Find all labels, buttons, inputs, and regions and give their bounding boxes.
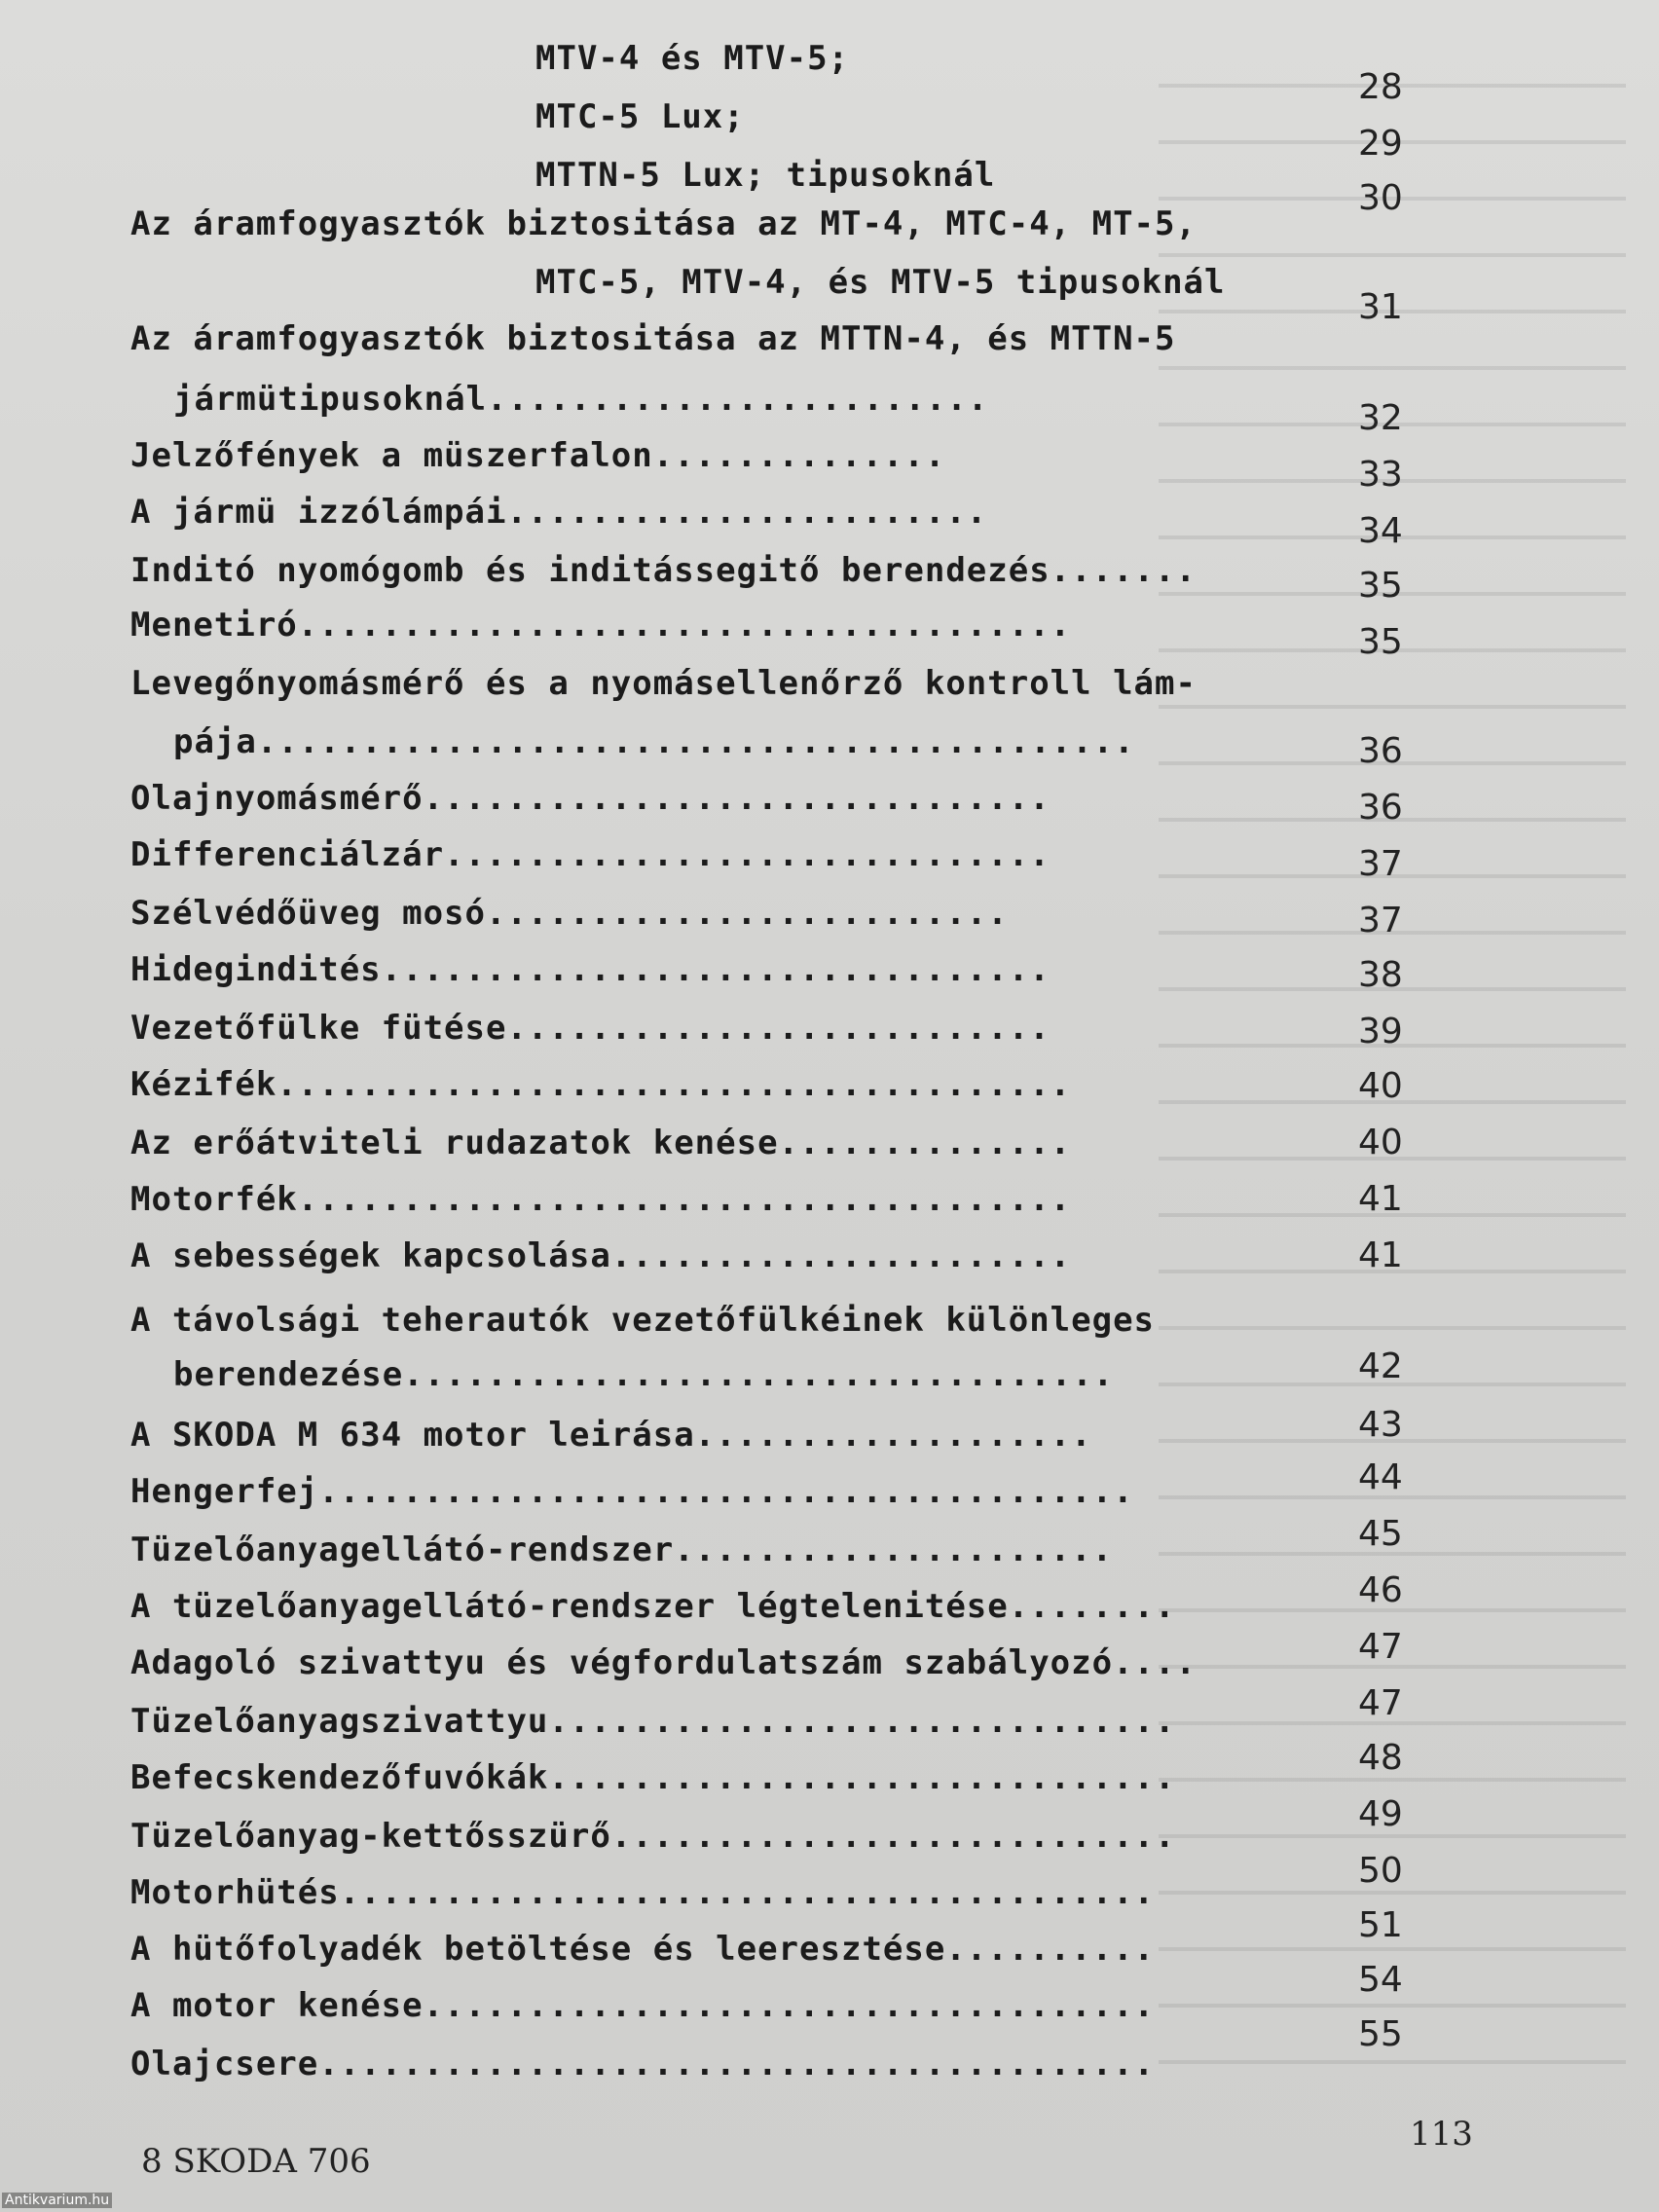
page-number: 51: [1358, 1905, 1403, 1945]
toc-line: Jelzőfények a müszerfalon..............: [130, 436, 946, 475]
toc-line: jármütipusoknál........................: [173, 380, 989, 419]
toc-line: MTTN-5 Lux; tipusoknál: [535, 156, 996, 195]
toc-line: Kézifék......................................: [130, 1065, 1072, 1104]
toc-line: Vezetőfülke fütése..........................: [130, 1009, 1051, 1048]
toc-line: Az erőátviteli rudazatok kenése..............: [130, 1124, 1072, 1162]
toc-line: Inditó nyomógomb és inditássegitő berendezés.......: [130, 551, 1197, 590]
page-number: 36: [1358, 788, 1403, 828]
toc-line: Olajnyomásmérő..............................: [130, 779, 1051, 818]
page-number: 49: [1358, 1794, 1403, 1834]
page-number: 43: [1358, 1405, 1403, 1445]
toc-line: A sebességek kapcsolása......................: [130, 1236, 1072, 1275]
toc-line: Olajcsere........................................: [130, 2045, 1156, 2083]
page-number: 37: [1358, 844, 1403, 884]
toc-line: A motor kenése...................................: [130, 1986, 1156, 2025]
toc-line: A távolsági teherautók vezetőfülkéinek különleges: [130, 1301, 1156, 1340]
footer-page-number: 113: [1410, 2115, 1473, 2154]
toc-line: Levegőnyomásmérő és a nyomásellenőrző kontroll lám-: [130, 664, 1197, 703]
toc-line: pája..........................................: [173, 722, 1135, 761]
page-number: 55: [1358, 2014, 1403, 2054]
toc-line: Tüzelőanyag-kettősszürő...........................: [130, 1817, 1176, 1856]
toc-line: Differenciálzár.............................: [130, 835, 1051, 874]
page-number: 30: [1358, 178, 1403, 218]
page-number: 29: [1358, 124, 1403, 164]
toc-line: Menetiró.....................................: [130, 606, 1072, 645]
page-number: 41: [1358, 1235, 1403, 1275]
page-number: 35: [1358, 566, 1403, 606]
toc-line: MTV-4 és MTV-5;: [535, 39, 850, 78]
page-number: 31: [1358, 287, 1403, 327]
footer-book-title: 8 SKODA 706: [141, 2142, 371, 2181]
toc-line: Hengerfej.......................................: [130, 1472, 1134, 1511]
page-number: 54: [1358, 1960, 1403, 2000]
toc-line: Hidegindités................................: [130, 950, 1051, 989]
toc-line: Motorfék.....................................: [130, 1180, 1072, 1219]
toc-line: Tüzelőanyagellátó-rendszer.....................: [130, 1530, 1114, 1569]
toc-line: MTC-5, MTV-4, és MTV-5 tipusoknál: [535, 263, 1226, 302]
page-number: 48: [1358, 1738, 1403, 1778]
toc-line: Befecskendezőfuvókák..............................: [130, 1758, 1176, 1797]
toc-line: Szélvédőüveg mosó.........................: [130, 894, 1009, 933]
page-number: 37: [1358, 901, 1403, 940]
toc-line: A SKODA M 634 motor leirása...................: [130, 1416, 1092, 1455]
toc-line: A hütőfolyadék betöltése és leeresztése..........: [130, 1930, 1156, 1969]
page-number: 32: [1358, 398, 1403, 438]
page-number: 28: [1358, 67, 1403, 107]
toc-line: MTC-5 Lux;: [535, 97, 745, 136]
page-number: 35: [1358, 622, 1403, 662]
toc-line: Adagoló szivattyu és végfordulatszám szabályozó....: [130, 1643, 1197, 1682]
page-number: 39: [1358, 1012, 1403, 1051]
page-number: 40: [1358, 1066, 1403, 1106]
toc-line: Az áramfogyasztók biztositása az MT-4, MTC-4, MT-5,: [130, 204, 1197, 243]
toc-line: A tüzelőanyagellátó-rendszer légtelenitése........: [130, 1587, 1176, 1626]
page-number: 47: [1358, 1683, 1403, 1723]
page-number: 45: [1358, 1514, 1403, 1554]
page-number: 36: [1358, 731, 1403, 771]
page-number: 47: [1358, 1627, 1403, 1667]
toc-line: berendezése..................................: [173, 1355, 1115, 1394]
page-number: 41: [1358, 1179, 1403, 1219]
toc-line: Az áramfogyasztók biztositása az MTTN-4, és MTTN-5: [130, 319, 1176, 358]
page-number: 50: [1358, 1851, 1403, 1891]
page-number: 33: [1358, 455, 1403, 495]
page-number: 46: [1358, 1570, 1403, 1610]
toc-line: A jármü izzólámpái.......................: [130, 493, 988, 532]
page-number: 40: [1358, 1123, 1403, 1162]
page-number: 44: [1358, 1457, 1403, 1497]
watermark: Antikvarium.hu: [2, 2193, 112, 2208]
toc-line: Tüzelőanyagszivattyu..............................: [130, 1702, 1176, 1741]
page-number: 42: [1358, 1346, 1403, 1386]
toc-line: Motorhütés.......................................: [130, 1873, 1156, 1912]
page-number: 38: [1358, 955, 1403, 995]
page-number: 34: [1358, 511, 1403, 551]
